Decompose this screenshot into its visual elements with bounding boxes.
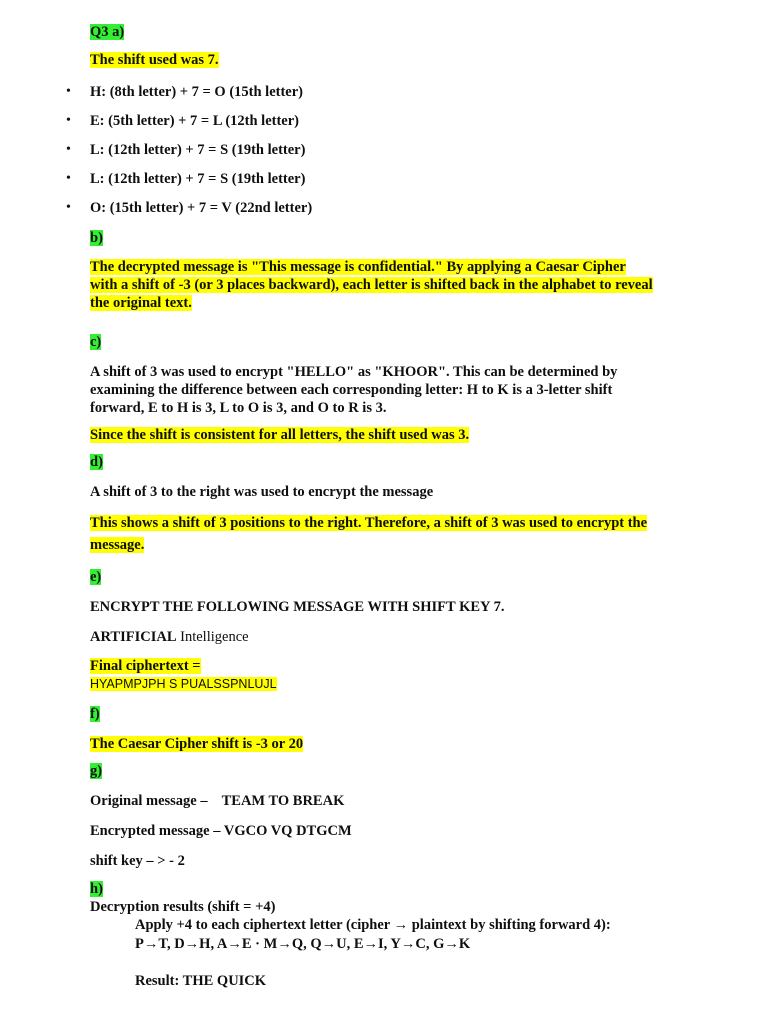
list-item: O: (15th letter) + 7 = V (22nd letter) [90,200,313,216]
answer-h-apply: Apply +4 to each ciphertext letter (cipher → plaintext by shifting forward 4): [135,917,611,933]
section-label-e: e) [90,569,102,585]
answer-c-conclusion: Since the shift is consistent for all letters, the shift used was 3. [90,427,470,443]
answer-g-original: Original message – TEAM TO BREAK [90,793,345,809]
answer-e-final-label: Final ciphertext = [90,658,201,674]
answer-b-line-2: with a shift of -3 (or 3 places backward), each letter is shifted back in the alphabet to reveal [90,277,653,293]
answer-c-line-2: examining the difference between each corresponding letter: H to K is a 3-letter shift [90,382,613,398]
list-item: L: (12th letter) + 7 = S (19th letter) [90,171,306,187]
bullet-icon: • [66,171,71,186]
answer-f-text: The Caesar Cipher shift is -3 or 20 [90,736,304,752]
section-label-c: c) [90,334,102,350]
section-label-b: b) [90,230,103,246]
answer-d-line-2: message. [90,537,145,553]
list-item: H: (8th letter) + 7 = O (15th letter) [90,84,303,100]
section-label-h: h) [90,881,103,897]
section-label-g: g) [90,763,103,779]
answer-h-result: Result: THE QUICK [135,973,267,989]
answer-h-mapping: P→T, D→H, A→E · M→Q, Q→U, E→I, Y→C, G→K [135,936,471,952]
answer-b-line-3: the original text. [90,295,192,311]
answer-g-encrypted: Encrypted message – VGCO VQ DTGCM [90,823,352,839]
answer-c-line-3: forward, E to H is 3, L to O is 3, and O to R is 3. [90,400,387,416]
bullet-icon: • [66,200,71,215]
bullet-icon: • [66,142,71,157]
answer-c-line-1: A shift of 3 was used to encrypt "HELLO" as "KHOOR". This can be determined by [90,364,618,380]
answer-d-text: A shift of 3 to the right was used to encrypt the message [90,484,434,500]
bullet-icon: • [66,113,71,128]
shift-answer-a: The shift used was 7. [90,52,219,68]
answer-b-line-1: The decrypted message is "This message is confidential." By applying a Caesar Cipher [90,259,626,275]
section-label-a: Q3 a) [90,24,125,40]
section-label-d: d) [90,454,103,470]
answer-g-shift-key: shift key – > - 2 [90,853,185,869]
answer-e-plaintext: ARTIFICIAL Intelligence [90,629,249,645]
answer-d-line-1: This shows a shift of 3 positions to the right. Therefore, a shift of 3 was used to encrypt the [90,515,648,531]
answer-e-instruction: ENCRYPT THE FOLLOWING MESSAGE WITH SHIFT KEY 7. [90,599,505,615]
answer-e-ciphertext: HYAPMPJPH S PUALSSPNLUJL [90,677,277,691]
list-item: E: (5th letter) + 7 = L (12th letter) [90,113,299,129]
bullet-icon: • [66,84,71,99]
section-label-f: f) [90,706,100,722]
list-item: L: (12th letter) + 7 = S (19th letter) [90,142,306,158]
answer-h-title: Decryption results (shift = +4) [90,899,276,915]
